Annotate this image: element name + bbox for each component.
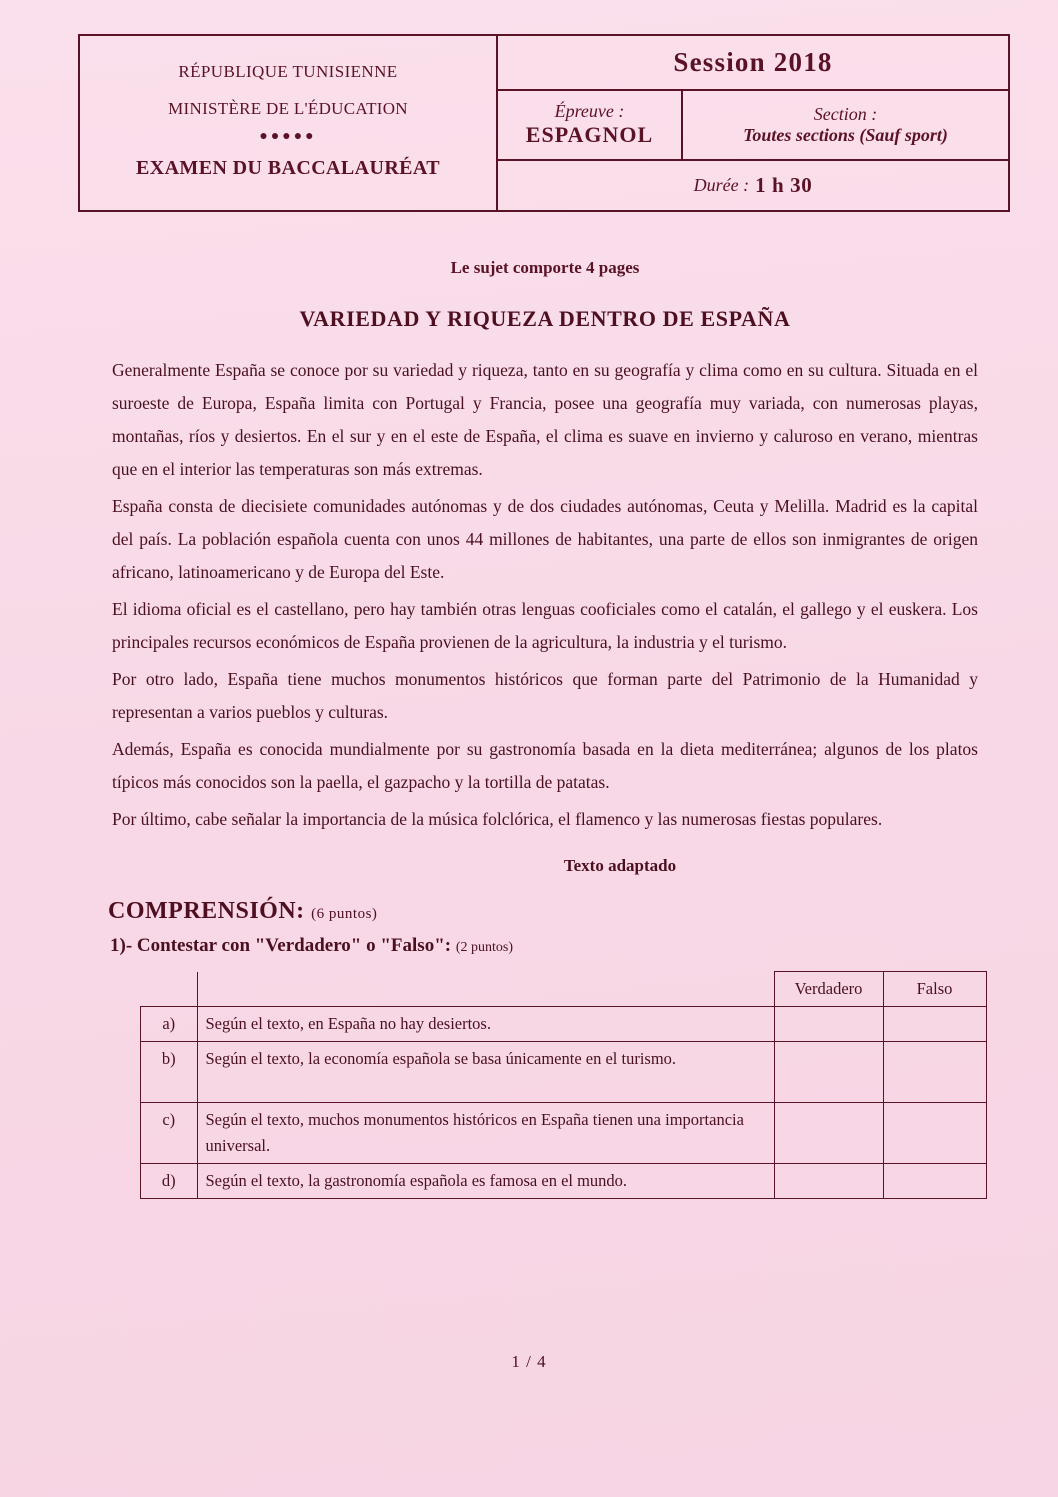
header-verdadero: Verdadero xyxy=(774,972,883,1007)
epreuve-label: Épreuve : xyxy=(554,101,625,122)
header-falso: Falso xyxy=(883,972,986,1007)
section-value: Toutes sections (Sauf sport) xyxy=(743,124,948,145)
header-blank-statement xyxy=(197,972,774,1007)
row-statement-a: Según el texto, en España no hay desiertos. xyxy=(197,1007,774,1042)
table-row xyxy=(141,1007,987,1042)
answer-falso-c[interactable] xyxy=(883,1103,986,1164)
true-false-table xyxy=(140,971,987,1199)
duree-cell xyxy=(498,161,1008,210)
exam-content xyxy=(108,258,978,1199)
exam-header-box xyxy=(78,34,1010,212)
header-exam-details xyxy=(498,36,1008,210)
separator-dots: ●●●●● xyxy=(259,129,317,144)
comprehension-points: (6 puntos) xyxy=(311,906,378,922)
row-statement-c: Según el texto, muchos monumentos históricos en España tienen una importancia universal. xyxy=(197,1103,774,1164)
answer-verdadero-b[interactable] xyxy=(774,1042,883,1103)
duree-value: 1 h 30 xyxy=(755,172,813,197)
row-letter-b: b) xyxy=(141,1042,198,1103)
section-cell xyxy=(683,91,1008,158)
page-number: 1 / 4 xyxy=(511,1352,547,1371)
answer-falso-b[interactable] xyxy=(883,1042,986,1103)
table-header-row xyxy=(141,972,987,1007)
comprehension-heading-text: COMPRENSIÓN: xyxy=(108,898,305,924)
row-letter-a: a) xyxy=(141,1007,198,1042)
table-row xyxy=(141,1042,987,1103)
row-statement-b: Según el texto, la economía española se basa únicamente en el turismo. xyxy=(197,1042,774,1103)
text-title: VARIEDAD Y RIQUEZA DENTRO DE ESPAÑA xyxy=(299,306,791,331)
question-1-heading xyxy=(110,935,978,957)
paragraph-2: España consta de diecisiete comunidades autónomas y de dos ciudades autónomas, Ceuta y Melilla. Madrid es la capital del país. La población española cuenta con unos 44 millones de habitantes, una parte de ellos son inmigrantes de origen africano, latinoamericano y de Europa del Este. xyxy=(112,496,978,582)
table-row xyxy=(141,1164,987,1199)
ministry-label: MINISTÈRE DE L'ÉDUCATION xyxy=(168,99,408,118)
header-blank-letter xyxy=(141,972,198,1007)
row-letter-d: d) xyxy=(141,1164,198,1199)
paragraph-6: Por último, cabe señalar la importancia de la música folclórica, el flamenco y las numerosas fiestas populares. xyxy=(112,809,883,829)
answer-verdadero-a[interactable] xyxy=(774,1007,883,1042)
row-letter-c: c) xyxy=(141,1103,198,1164)
answer-verdadero-d[interactable] xyxy=(774,1164,883,1199)
answer-falso-d[interactable] xyxy=(883,1164,986,1199)
duree-label: Durée : xyxy=(693,174,750,195)
epreuve-value: ESPAGNOL xyxy=(525,122,654,148)
epreuve-cell xyxy=(498,91,683,158)
comprehension-heading xyxy=(108,898,978,925)
question-1-points: (2 puntos) xyxy=(455,940,513,955)
republic-label: RÉPUBLIQUE TUNISIENNE xyxy=(178,62,398,81)
answer-falso-a[interactable] xyxy=(883,1007,986,1042)
row-statement-d: Según el texto, la gastronomía española es famosa en el mundo. xyxy=(197,1164,774,1199)
question-1-text: 1)- Contestar con "Verdadero" o "Falso": xyxy=(110,935,452,956)
paragraph-1: Generalmente España se conoce por su variedad y riqueza, tanto en su geografía y clima como en su cultura. Situada en el suroeste de Europa, España limita con Portugal y Francia, posee una geografía muy variada, con numerosas playas, montañas, ríos y desiertos. En el sur y en el este de España, el clima es suave en invierno y caluroso en verano, mientras que en el interior las temperaturas son más extremas. xyxy=(112,360,978,479)
paragraph-5: Además, España es conocida mundialmente por su gastronomía basada en la dieta mediterránea; algunos de los platos típicos más conocidos son la paella, el gazpacho y la tortilla de patatas. xyxy=(112,739,978,792)
paragraph-3: El idioma oficial es el castellano, pero hay también otras lenguas cooficiales como el catalán, el gallego y el euskera. Los principales recursos económicos de España provienen de la agricultura, la industria y el turismo. xyxy=(112,599,978,652)
section-label: Section : xyxy=(813,103,878,124)
epreuve-section-row xyxy=(498,91,1008,160)
exam-title: EXAMEN DU BACCALAURÉAT xyxy=(136,157,440,179)
table-row xyxy=(141,1103,987,1164)
session-label: Session 2018 xyxy=(498,36,1008,91)
header-institution-block xyxy=(80,36,498,210)
paragraph-4: Por otro lado, España tiene muchos monumentos históricos que forman parte del Patrimonio de la Humanidad y representan a varios pueblos y culturas. xyxy=(112,669,978,722)
pages-note: Le sujet comporte 4 pages xyxy=(450,258,640,277)
source-note: Texto adaptado xyxy=(563,856,677,875)
answer-verdadero-c[interactable] xyxy=(774,1103,883,1164)
